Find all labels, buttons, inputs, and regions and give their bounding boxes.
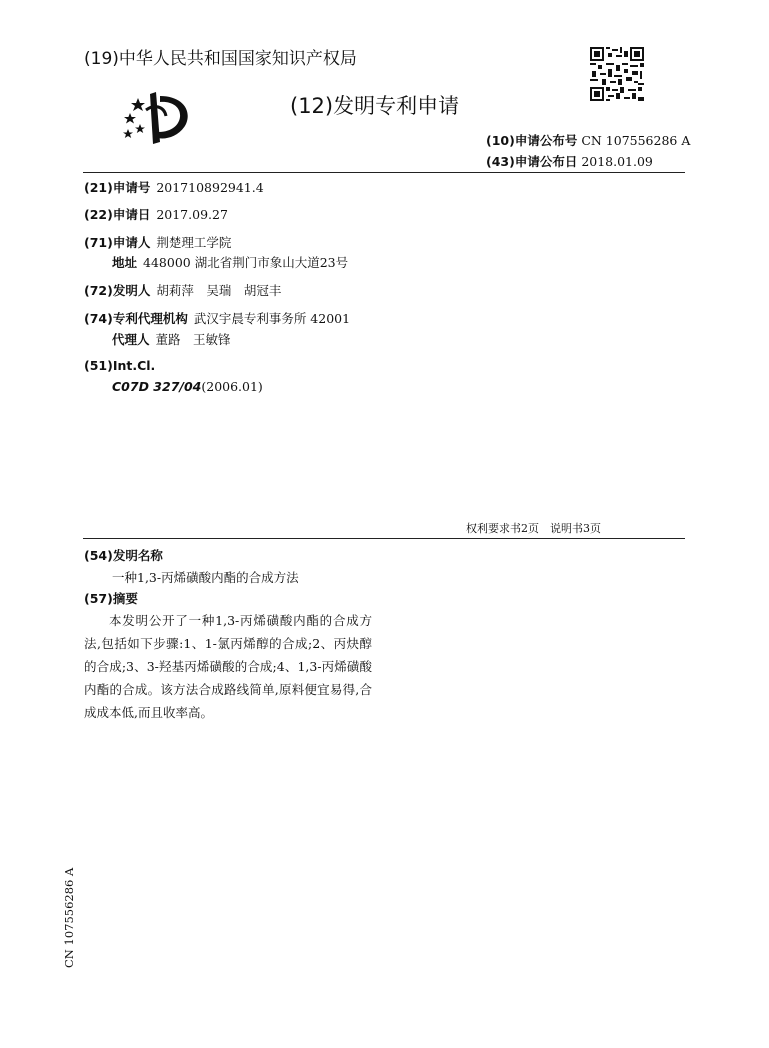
application-date-value: 2017.09.27	[156, 207, 228, 222]
publication-date-row	[486, 152, 653, 170]
applicant-label: (71)申请人	[84, 235, 151, 250]
agency-label: (74)专利代理机构	[84, 311, 188, 326]
agent-label: 代理人	[112, 332, 150, 347]
pages-info: 权利要求书2页 说明书3页	[466, 522, 601, 535]
qr-code-icon	[590, 47, 644, 101]
side-publication-id: CN 107556286 A	[62, 867, 76, 968]
address-value: 448000 湖北省荆门市象山大道23号	[143, 255, 349, 270]
office-name: (19)中华人民共和国国家知识产权局	[84, 49, 357, 69]
publication-date-label: (43)申请公布日	[486, 154, 578, 169]
publication-number-value: CN 107556286 A	[581, 133, 691, 148]
document-type: (12)发明专利申请	[290, 94, 460, 118]
ipc-row	[84, 358, 155, 373]
publication-date-value: 2018.01.09	[581, 154, 653, 169]
inventors-row	[84, 281, 281, 299]
application-number-label: (21)申请号	[84, 180, 151, 195]
abstract-label: (57)摘要	[84, 591, 138, 606]
application-number-value: 201710892941.4	[156, 180, 264, 195]
inventors-label: (72)发明人	[84, 283, 151, 298]
agent-value: 董路 王敏锋	[155, 332, 231, 347]
abstract-text: 本发明公开了一种1,3-丙烯磺酸内酯的合成方法,包括如下步骤:1、1-氯丙烯醇的合成;2、丙炔醇的合成;3、3-羟基丙烯磺酸的合成;4、1,3-丙烯磺酸内酯的合成。该方法合成路线简单,原料便宜易得,合成成本低,而且收率高。	[84, 613, 372, 720]
application-number-row	[84, 178, 264, 196]
middle-divider	[83, 538, 685, 539]
agent-row	[112, 330, 231, 348]
address-label: 地址	[112, 255, 138, 270]
ipc-code: C07D 327/04	[112, 379, 202, 394]
applicant-value: 荆楚理工学院	[156, 235, 232, 250]
inventors-value: 胡莉萍 吴瑞 胡冠丰	[156, 283, 282, 298]
invention-title: 一种1,3-丙烯磺酸内酯的合成方法	[112, 570, 299, 585]
publication-number-label: (10)申请公布号	[486, 133, 578, 148]
agency-value: 武汉宇晨专利事务所 42001	[193, 311, 351, 326]
cnipa-emblem-icon	[116, 86, 196, 148]
application-date-row	[84, 205, 228, 223]
invention-title-label: (54)发明名称	[84, 548, 163, 563]
ipc-date: (2006.01)	[201, 379, 263, 394]
application-date-label: (22)申请日	[84, 207, 151, 222]
ipc-classification	[112, 379, 263, 394]
publication-number-row	[486, 131, 690, 149]
agency-row	[84, 309, 350, 327]
address-row	[112, 253, 348, 271]
top-divider	[83, 172, 685, 173]
ipc-label: (51)Int.Cl.	[84, 358, 156, 373]
applicant-row	[84, 233, 231, 251]
